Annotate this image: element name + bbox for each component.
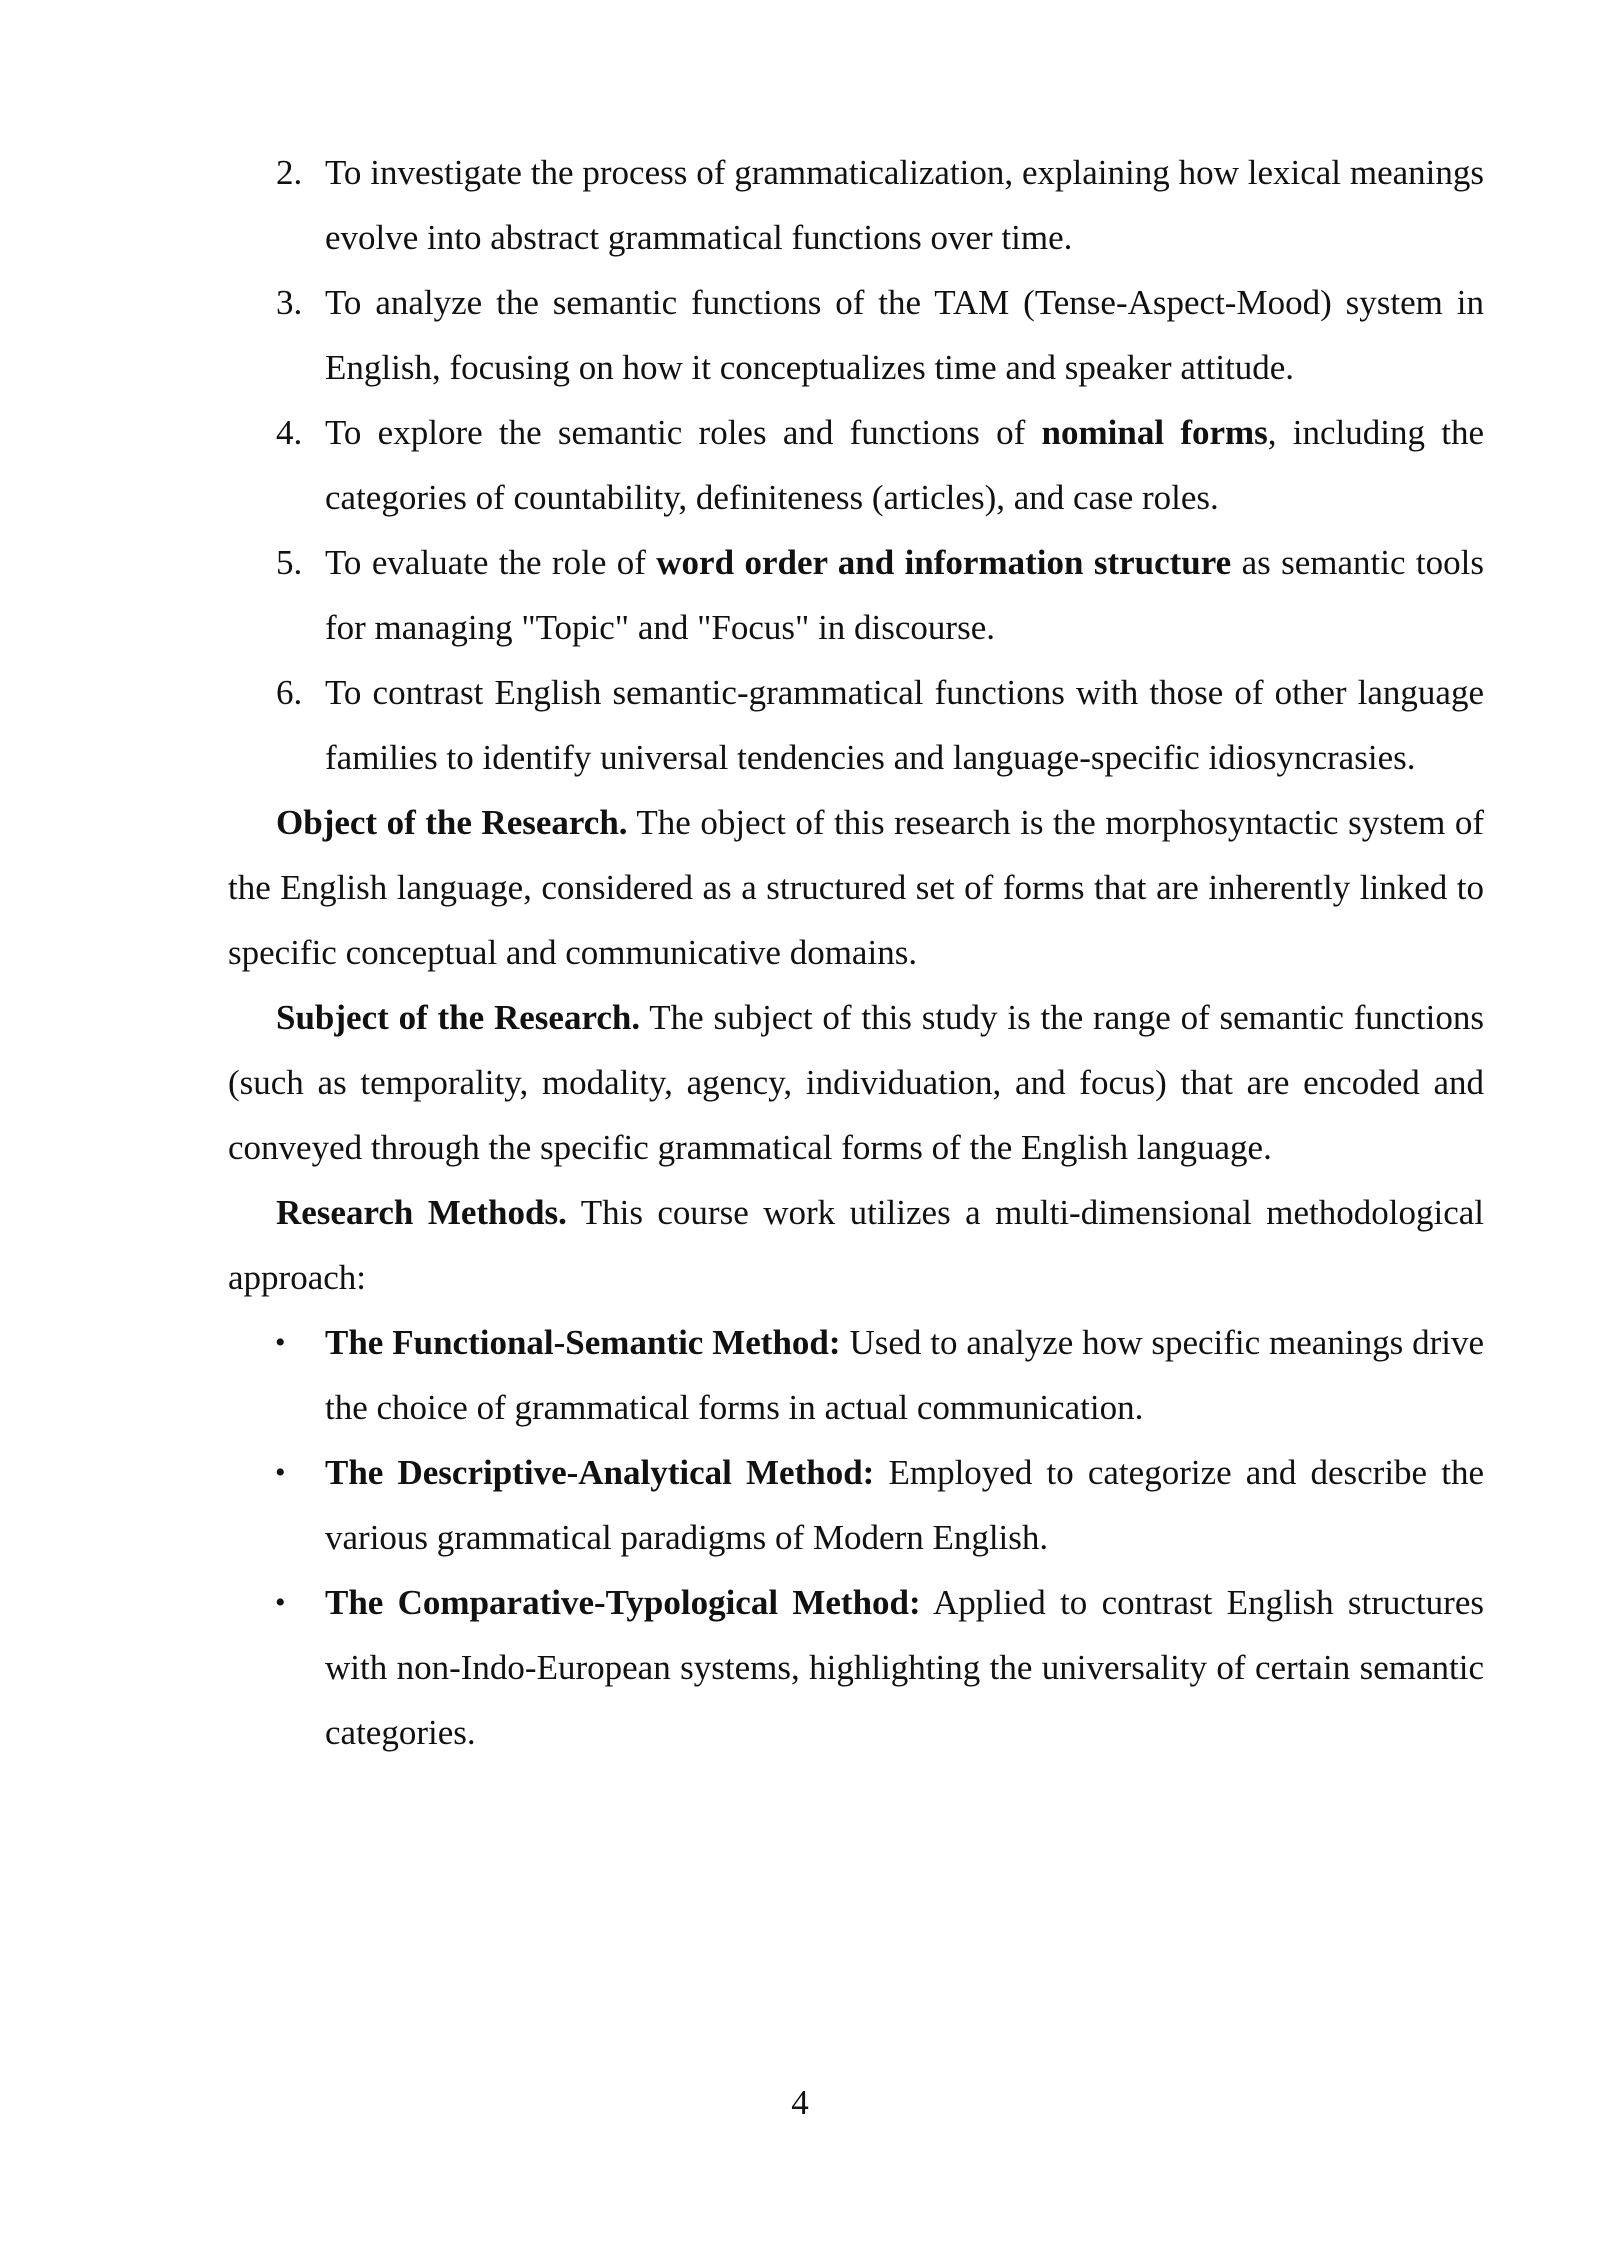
list-item [228, 1440, 1484, 1570]
method-name: The Functional-Semantic Method: [325, 1323, 841, 1362]
list-item-text-tail: , including the categories of countability, definiteness (articles), and case roles. [325, 413, 1484, 517]
method-description: Used to analyze how specific meanings drive the choice of grammatical forms in actual communication. [325, 1323, 1484, 1427]
list-item-text: To contrast English semantic-grammatical functions with those of other language families to identify universal tendencies and language-specific idiosyncrasies. [325, 673, 1484, 777]
object-text: The object of this research is the morphosyntactic system of the English language, considered as a structured set of forms that are inherently linked to specific conceptual and communicative domains. [228, 803, 1484, 972]
list-item [228, 140, 1484, 270]
objectives-list [228, 140, 1484, 790]
methods-heading: Research Methods. [276, 1193, 567, 1232]
bullet-icon: • [275, 1326, 286, 1359]
list-item [228, 400, 1484, 530]
list-item [228, 660, 1484, 790]
list-item-text: To evaluate the role of [325, 543, 657, 582]
list-item-bold-text: nominal forms [1041, 413, 1268, 452]
object-paragraph [228, 790, 1484, 985]
object-heading: Object of the Research. [276, 803, 628, 842]
bullet-icon: • [275, 1586, 286, 1619]
list-item-number: 6. [276, 673, 303, 712]
list-item-number: 4. [276, 413, 303, 452]
subject-heading: Subject of the Research. [276, 998, 641, 1037]
list-item [228, 270, 1484, 400]
page-content [228, 140, 1484, 1765]
list-item-number: 3. [276, 283, 303, 322]
methods-list [228, 1310, 1484, 1765]
bullet-icon: • [275, 1456, 286, 1489]
list-item-text-tail: as semantic tools for managing "Topic" and "Focus" in discourse. [325, 543, 1484, 647]
list-item [228, 1310, 1484, 1440]
list-item-text: To investigate the process of grammaticalization, explaining how lexical meanings evolve into abstract grammatical functions over time. [325, 153, 1484, 257]
list-item-bold-text: word order and information structure [656, 543, 1232, 582]
method-name: The Comparative-Typological Method: [325, 1583, 921, 1622]
list-item-number: 5. [276, 543, 303, 582]
list-item-text: To analyze the semantic functions of the TAM (Tense-Aspect-Mood) system in English, focusing on how it conceptualizes time and speaker attitude. [325, 283, 1484, 387]
subject-paragraph [228, 985, 1484, 1180]
methods-text: This course work utilizes a multi-dimensional methodological approach: [228, 1193, 1484, 1297]
list-item [228, 530, 1484, 660]
page-number: 4 [791, 2083, 809, 2122]
method-description: Applied to contrast English structures with non-Indo-European systems, highlighting the universality of certain semantic categories. [325, 1583, 1484, 1752]
methods-paragraph [228, 1180, 1484, 1310]
method-name: The Descriptive-Analytical Method: [325, 1453, 875, 1492]
list-item-number: 2. [276, 153, 303, 192]
list-item-text: To explore the semantic roles and functions of [325, 413, 1042, 452]
list-item [228, 1570, 1484, 1765]
method-description: Employed to categorize and describe the various grammatical paradigms of Modern English. [325, 1453, 1484, 1557]
subject-text: The subject of this study is the range of semantic functions (such as temporality, modality, agency, individuation, and focus) that are encoded and conveyed through the specific grammatical forms of the English language. [228, 998, 1484, 1167]
